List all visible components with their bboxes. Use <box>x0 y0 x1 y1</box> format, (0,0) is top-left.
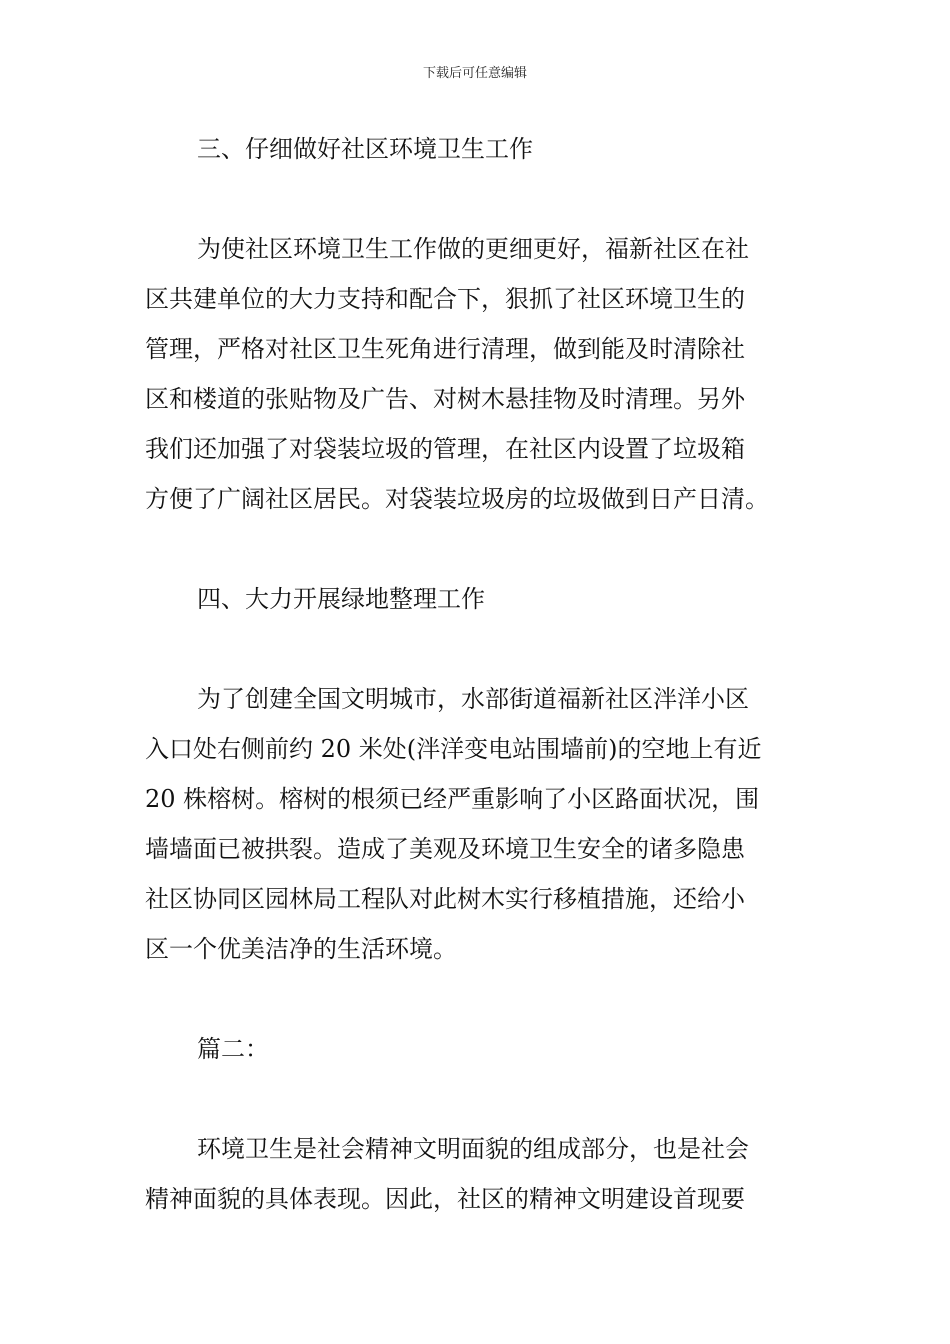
paragraph <box>145 674 805 974</box>
paragraph-line: 社区协同区园林局工程队对此树木实行移植措施，还给小 <box>145 885 745 913</box>
paragraph-line: 精神面貌的具体表现。因此，社区的精神文明建设首现要 <box>145 1185 745 1213</box>
paragraph-line: 方便了广阔社区居民。对袋装垃圾房的垃圾做到日产日清。 <box>145 485 769 513</box>
paragraph-line: 区共建单位的大力支持和配合下，狠抓了社区环境卫生的 <box>145 285 745 313</box>
spacer <box>145 624 805 674</box>
header-note: 下载后可任意编辑 <box>422 66 527 81</box>
document-body <box>145 124 805 1224</box>
paragraph-line: 区和楼道的张贴物及广告、对树木悬挂物及时清理。另外 <box>145 385 745 413</box>
section-heading: 四、大力开展绿地整理工作 <box>197 585 485 613</box>
paragraph-line: 为了创建全国文明城市，水部街道福新社区泮洋小区 <box>197 685 749 713</box>
spacer <box>145 174 805 224</box>
spacer <box>145 974 805 1024</box>
paragraph-line: 区一个优美洁净的生活环境。 <box>145 935 457 963</box>
paragraph <box>145 1124 805 1224</box>
paragraph-line: 墙墙面已被拱裂。造成了美观及环境卫生安全的诸多隐患 <box>145 835 745 863</box>
paragraph <box>145 224 805 524</box>
section-heading: 三、仔细做好社区环境卫生工作 <box>197 135 533 163</box>
paragraph-line: 我们还加强了对袋装垃圾的管理，在社区内设置了垃圾箱 <box>145 435 745 463</box>
paragraph-line: 环境卫生是社会精神文明面貌的组成部分，也是社会 <box>197 1135 749 1163</box>
paragraph-line: 管理，严格对社区卫生死角进行清理，做到能及时清除社 <box>145 335 745 363</box>
section-heading: 篇二： <box>197 1035 269 1063</box>
paragraph-line: 20 株榕树。榕树的根须已经严重影响了小区路面状况，围 <box>145 785 760 813</box>
paragraph-line: 为使社区环境卫生工作做的更细更好，福新社区在社 <box>197 235 749 263</box>
paragraph-line: 入口处右侧前约 20 米处(泮洋变电站围墙前)的空地上有近 <box>145 735 762 763</box>
spacer <box>145 1074 805 1124</box>
spacer <box>145 524 805 574</box>
